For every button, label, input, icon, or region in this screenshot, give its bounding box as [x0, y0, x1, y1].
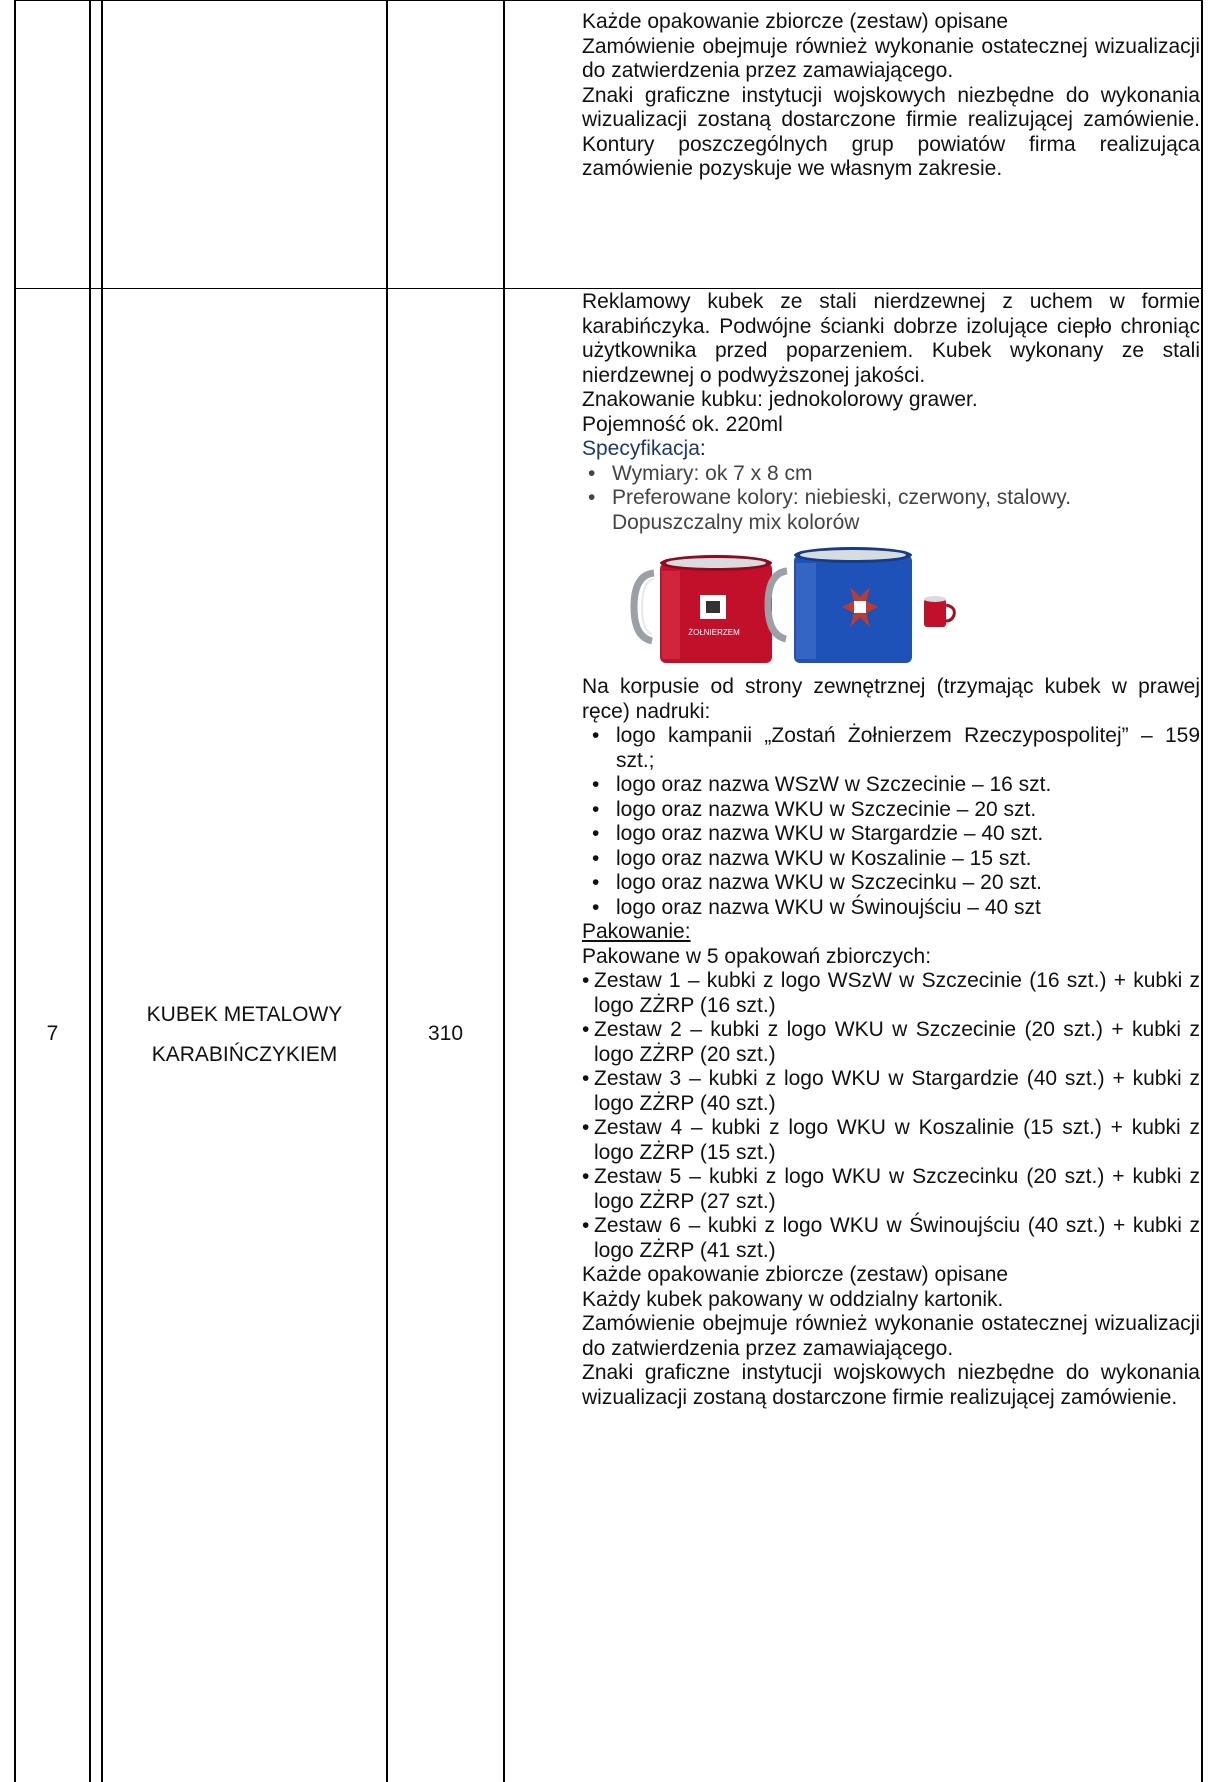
print-intro: Na korpusie od strony zewnętrznej (trzymając kubek w prawej ręce) nadruki:	[582, 675, 1200, 723]
set-item: • Zestaw 5 – kubki z logo WKU w Szczecinku (20 szt.) + kubki z logo ZŻRP (27 szt.)	[582, 1165, 1200, 1214]
spec-item: • Wymiary: ok 7 x 8 cm	[582, 462, 1200, 487]
print-item: • logo kampanii „Zostań Żołnierzem Rzeczypospolitej” – 159 szt.;	[582, 724, 1200, 773]
table-border-col2b	[101, 0, 103, 1782]
set-item: • Zestaw 1 – kubki z logo WSzW w Szczecinie (16 szt.) + kubki z logo ZŻRP (16 szt.)	[582, 969, 1200, 1018]
intro-text: Reklamowy kubek ze stali nierdzewnej z uchem w formie karabińczyka. Podwójne ścianki dobrze izolujące ciepło chroniąc użytkownika przed poparzeniem. Kubek wykonany ze stali nierdzewnej o podwyższonej jakości.	[582, 290, 1200, 387]
set-item: • Zestaw 6 – kubki z logo WKU w Świnoujściu (40 szt.) + kubki z logo ZŻRP (41 szt.)	[582, 1214, 1200, 1263]
item-description	[582, 290, 1200, 1410]
closing-text: Znaki graficzne instytucji wojskowych niezbędne do wykonania wizualizacji zostaną dostarczone firmie realizującej zamówienie.	[582, 1361, 1200, 1409]
top-paragraph: Zamówienie obejmuje również wykonanie ostatecznej wizualizacji do zatwierdzenia przez zamawiającego.	[582, 34, 1200, 82]
set-list	[582, 969, 1200, 1263]
red-mug-icon	[634, 555, 772, 663]
table-border-col4	[503, 0, 505, 1782]
closing-text: Każdy kubek pakowany w oddzialny kartonik.	[582, 1287, 1004, 1311]
print-list	[582, 724, 1200, 920]
set-item: • Zestaw 4 – kubki z logo WKU w Koszalinie (15 szt.) + kubki z logo ZŻRP (15 szt.)	[582, 1116, 1200, 1165]
spec-list	[582, 462, 1200, 536]
print-item: • logo oraz nazwa WKU w Szczecinie – 20 szt.	[582, 798, 1200, 823]
row-divider	[14, 288, 1203, 289]
closing-text: Każde opakowanie zbiorcze (zestaw) opisane	[582, 1263, 1009, 1286]
table-border-right	[1201, 0, 1203, 1782]
print-item: • logo oraz nazwa WKU w Szczecinku – 20 szt.	[582, 871, 1200, 896]
closing-text: Zamówienie obejmuje również wykonanie ostatecznej wizualizacji do zatwierdzenia przez zamawiającego.	[582, 1312, 1200, 1360]
set-item: • Zestaw 2 – kubki z logo WKU w Szczecinie (20 szt.) + kubki z logo ZŻRP (20 szt.)	[582, 1018, 1200, 1067]
small-red-mug-icon	[924, 596, 954, 627]
blue-mug-icon	[768, 547, 912, 663]
set-item: • Zestaw 3 – kubki z logo WKU w Stargardzie (40 szt.) + kubki z logo ZŻRP (40 szt.)	[582, 1067, 1200, 1116]
packing-heading: Pakowanie:	[582, 920, 691, 943]
spec-heading: Specyfikacja:	[582, 437, 706, 460]
top-paragraph: Znaki graficzne instytucji wojskowych niezbędne do wykonania wizualizacji zostaną dostarczone firmie realizującej zamówienie. Kontury poszczególnych grup powiatów firma realizująca zamówienie pozyskuje we własnym zakresie.	[582, 83, 1200, 180]
capacity-text: Pojemność ok. 220ml	[582, 412, 783, 436]
svg-text:ŻOŁNIERZEM: ŻOŁNIERZEM	[688, 628, 740, 637]
print-item: • logo oraz nazwa WKU w Stargardzie – 40 szt.	[582, 822, 1200, 847]
item-name-line1: KUBEK METALOWY	[146, 1003, 343, 1026]
item-name-line2: KARABIŃCZYKIEM	[151, 1043, 338, 1066]
item-number: 7	[46, 1022, 59, 1045]
mugs-illustration	[582, 535, 1200, 675]
spec-item: • Preferowane kolory: niebieski, czerwony, stalowy. Dopuszczalny mix kolorów	[582, 486, 1200, 535]
product-photo	[582, 535, 1200, 675]
item-quantity: 310	[427, 1022, 464, 1045]
marking-text: Znakowanie kubku: jednokolorowy grawer.	[582, 388, 978, 411]
table-top-border	[14, 0, 1203, 1]
print-item: • logo oraz nazwa WSzW w Szczecinie – 16 szt.	[582, 773, 1200, 798]
print-item: • logo oraz nazwa WKU w Świnoujściu – 40 szt	[582, 896, 1200, 921]
item-name	[103, 995, 386, 1075]
top-row-description	[582, 10, 1200, 182]
table-border-col3	[386, 0, 388, 1782]
print-item: • logo oraz nazwa WKU w Koszalinie – 15 szt.	[582, 847, 1200, 872]
table-border-col2a	[89, 0, 91, 1782]
packing-intro: Pakowane w 5 opakowań zbiorczych:	[582, 944, 932, 968]
top-paragraph: Każde opakowanie zbiorcze (zestaw) opisane	[582, 10, 1009, 33]
table-border-left	[14, 0, 16, 1782]
